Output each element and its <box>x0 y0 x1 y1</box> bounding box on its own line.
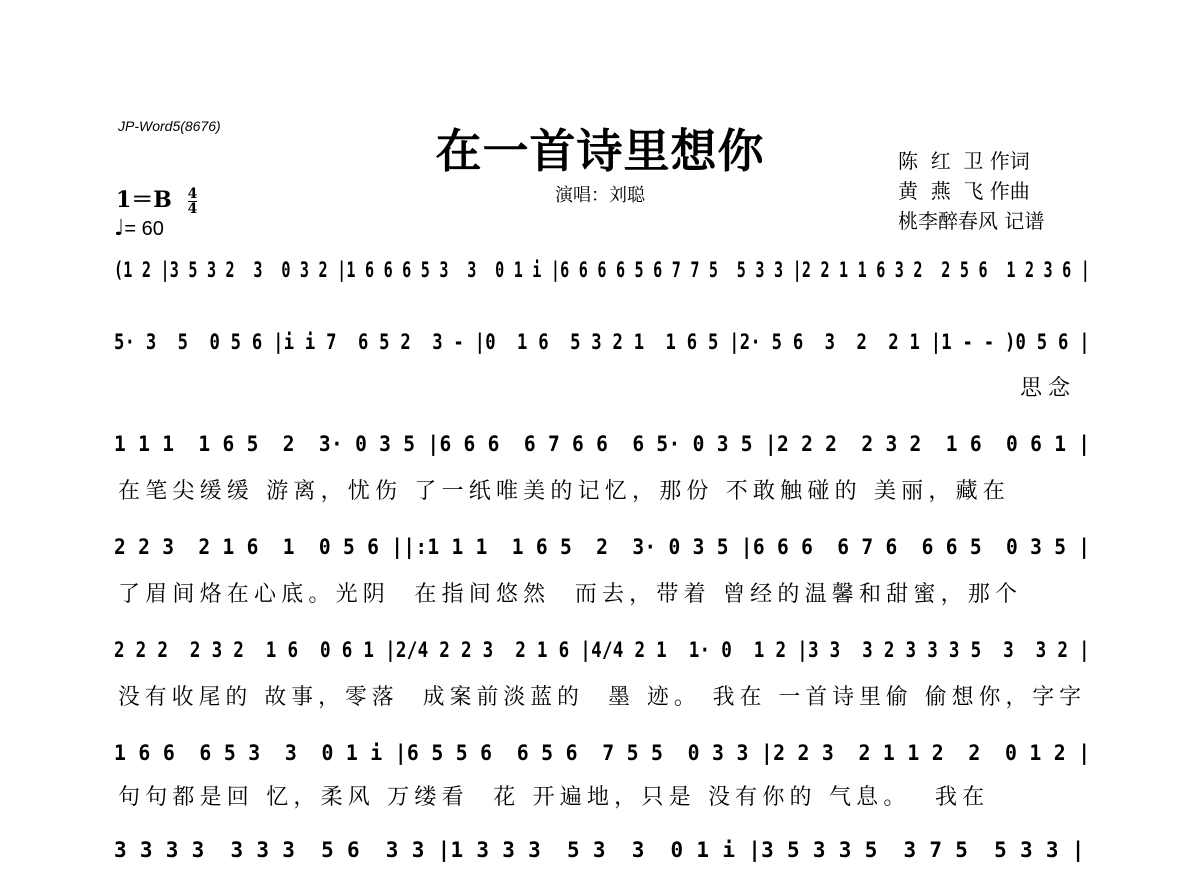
lyric-line-6: 句句都是回 忆，柔风 万缕看 花 开遍地，只是 没有你的 气息。 我在 <box>118 785 990 810</box>
notation-text: 1 1 1 1 6 5 2 3· 0 3 5 |6 6 6 6 7 6 6 6 5· 0 3 5 |2 2 2 2 3 2 1 6 0 6 1 | <box>114 432 1091 456</box>
singer-credit: 演唱：刘聪 <box>555 185 645 206</box>
transcriber-credit: 桃李醉春风 记谱 <box>898 209 1045 233</box>
time-signature <box>188 187 198 216</box>
notation-text: 3 3 3 3 3 3 3 5 6 3 3 |1 3 3 3 5 3 3 0 1 i |3 5 3 3 5 3 7 5 5 3 3 | <box>114 838 1085 862</box>
tempo-marking <box>114 216 164 241</box>
notation-text: 2 2 2 2 3 2 1 6 0 6 1 |2/4 2 2 3 2 1 6 |4/4 2 1 1· 0 1 2 |3 3 3 2 3 3 3 5 3 3 2 | <box>114 638 1090 662</box>
lyricist-credit: 陈 红 卫 作词 <box>898 149 1030 173</box>
notation-text: 1 6 6 6 5 3 3 0 1 i |6 5 5 6 6 5 6 7 5 5 0 3 3 |2 2 3 2 1 1 2 2 0 1 2 | <box>114 741 1091 765</box>
quarter-note-icon: ♩ <box>114 216 125 241</box>
notation-text: 5· 3 5 0 5 6 |i i 7 6 5 2 3 - |0 1 6 5 3 2 1 1 6 5 |2· 5 6 3 2 2 1 |1 - - )0 5 6 | <box>114 330 1090 354</box>
score-line-1 <box>114 258 1090 298</box>
notation-text: (1 2 |3 5 3 2 3 0 3 2 |1 6 6 6 5 3 3 0 1 i |6 6 6 6 5 6 7 7 5 5 3 3 |2 2 1 1 6 3 2 2 5 6 1 2 3 6 | <box>114 258 1091 282</box>
score-line-3 <box>114 432 1090 472</box>
software-watermark: JP-Word5(8676) <box>118 118 221 134</box>
score-line-7 <box>114 838 1090 878</box>
lyric-line-3: 在笔尖缓缓 游离，忧伤 了一纸唯美的记忆，那份 不敢触碰的 美丽，藏在 <box>118 479 1010 504</box>
lyric-line-4: 了眉间烙在心底。光阴 在指间悠然 而去，带着 曾经的温馨和甜蜜，那个 <box>118 582 1023 607</box>
lyric-line-2: 思念 <box>1020 376 1077 401</box>
time-top: 4 <box>187 185 198 202</box>
score-line-5 <box>114 638 1090 678</box>
song-title: 在一首诗里想你 <box>435 124 765 178</box>
time-bottom: 4 <box>187 200 198 217</box>
tempo-value: = 60 <box>124 218 164 240</box>
credits-block <box>898 146 1044 236</box>
composer-credit: 黄 燕 飞 作曲 <box>898 179 1030 203</box>
lyric-line-5: 没有收尾的 故事，零落 成案前淡蓝的 墨 迹。 我在 一首诗里偷 偷想你，字字 <box>118 685 1087 710</box>
score-line-6 <box>114 741 1090 781</box>
score-line-4 <box>114 535 1090 575</box>
key-label: 1＝B <box>116 187 172 213</box>
score-line-2 <box>114 330 1090 370</box>
notation-text: 2 2 3 2 1 6 1 0 5 6 ||:1 1 1 1 6 5 2 3· 0 3 5 |6 6 6 6 7 6 6 6 5 0 3 5 | <box>114 535 1091 559</box>
key-signature <box>116 183 197 216</box>
